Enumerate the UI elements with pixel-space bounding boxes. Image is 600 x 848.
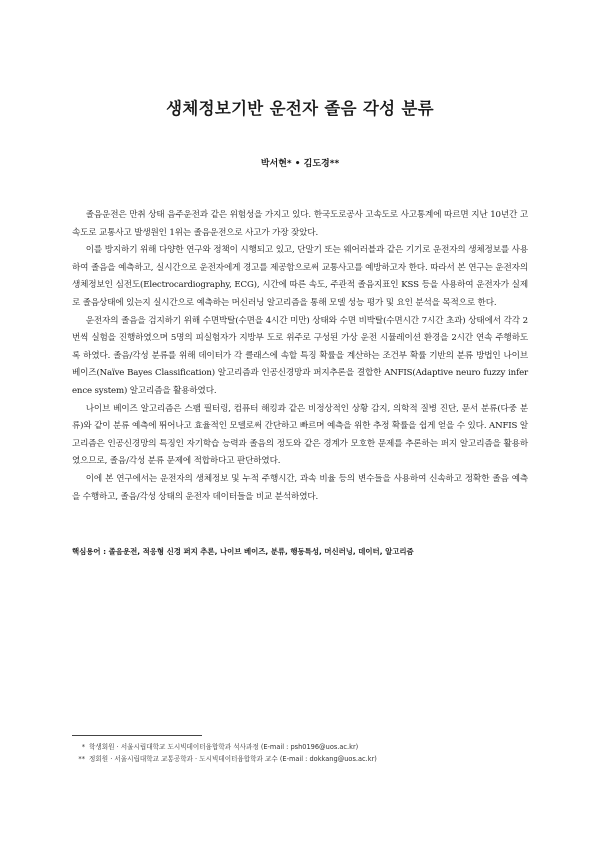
footnote-text: 정회원 · 서울시립대학교 교통공학과 · 도시빅데이터융합학과 교수 (E-mail : dokkang@uos.ac.kr) [89,755,377,763]
abstract [72,207,528,506]
footnotes [72,741,528,765]
footnote-divider [72,735,202,736]
footnote-mark: * [81,743,85,751]
footnote-mark: ** [78,755,85,763]
footnote [72,741,528,753]
abstract-paragraph: 나이브 베이즈 알고리즘은 스팸 필터링, 컴퓨터 해킹과 같은 비정상적인 상황 감지, 의학적 질병 진단, 문서 분류(다중 분류)와 같이 분류 예측에 뛰어나고 효율적인 모델로써 간단하고 빠르며 예측을 위한 추정 확률을 쉽게 얻을 수 있다. ANFIS 알고리즘은 인공신경망의 특징인 자기학습 능력과 졸음의 정도와 같은 경계가 모호한 문제를 추론하는 퍼지 알고리즘을 활용하였으므로, 졸음/각성 분류 문제에 적합하다고 판단하였다. [72,403,528,467]
abstract-paragraph: 이에 본 연구에서는 운전자의 생체정보 및 누적 주행시간, 과속 비율 등의 변수들을 사용하여 신속하고 정확한 졸음 예측을 수행하고, 졸음/각성 상태의 운전자 데이터들을 비교 분석하였다. [72,473,528,502]
author-line: 박서현* • 김도경** [260,159,340,169]
keywords: 핵심용어 : 졸음운전, 적응형 신경 퍼지 추론, 나이브 베이즈, 분류, 행동특성, 머신러닝, 데이터, 알고리즘 [72,547,414,556]
footnote-text: 학생회원 · 서울시립대학교 도시빅데이터융합학과 석사과정 (E-mail : psh0196@uos.ac.kr) [89,743,359,751]
footnote [72,753,528,765]
abstract-paragraph: 이를 방지하기 위해 다양한 연구와 정책이 시행되고 있고, 단말기 또는 웨어러블과 같은 기기로 운전자의 생체정보를 사용하여 졸음을 예측하고, 실시간으로 운전자에게 경고를 제공함으로써 교통사고를 예방하고자 한다. 따라서 본 연구는 운전자의 생체정보인 심전도(Electrocardiography, ECG), 시간에 따른 속도, 주관적 졸음지표인 KSS 등을 사용하여 운전자가 실제로 졸음상태에 있는지 실시간으로 예측하는 머신러닝 알고리즘을 통해 모델 성능 평가 및 요인 분석을 목적으로 한다. [72,245,528,308]
abstract-paragraph: 졸음운전은 만취 상태 음주운전과 같은 위험성을 가지고 있다. 한국도로공사 고속도로 사고통계에 따르면 지난 10년간 고속도로 교통사고 발생원인 1위는 졸음운전으로 사고가 가장 잦았다. [72,210,528,238]
abstract-paragraph: 운전자의 졸음을 검지하기 위해 수면박탈(수면을 4시간 미만) 상태와 수면 비박탈(수면시간 7시간 초과) 상태에서 각각 2번씩 실험을 진행하였으며 5명의 피실험자가 지방부 도로 위주로 구성된 가상 운전 시뮬레이션 환경을 2시간 연속 주행하도록 하였다. 졸음/각성 분류를 위해 데이터가 각 클래스에 속할 특징 확률을 계산하는 조건부 확률 기반의 분류 방법인 나이브 베이즈(Naïve Bayes Classification) 알고리즘과 인공신경망과 퍼지추론을 결합한 ANFIS(Adaptive neuro fuzzy inference system) 알고리즘을 활용하였다. [72,315,528,396]
paper-title: 생체정보기반 운전자 졸음 각성 분류 [166,99,434,118]
